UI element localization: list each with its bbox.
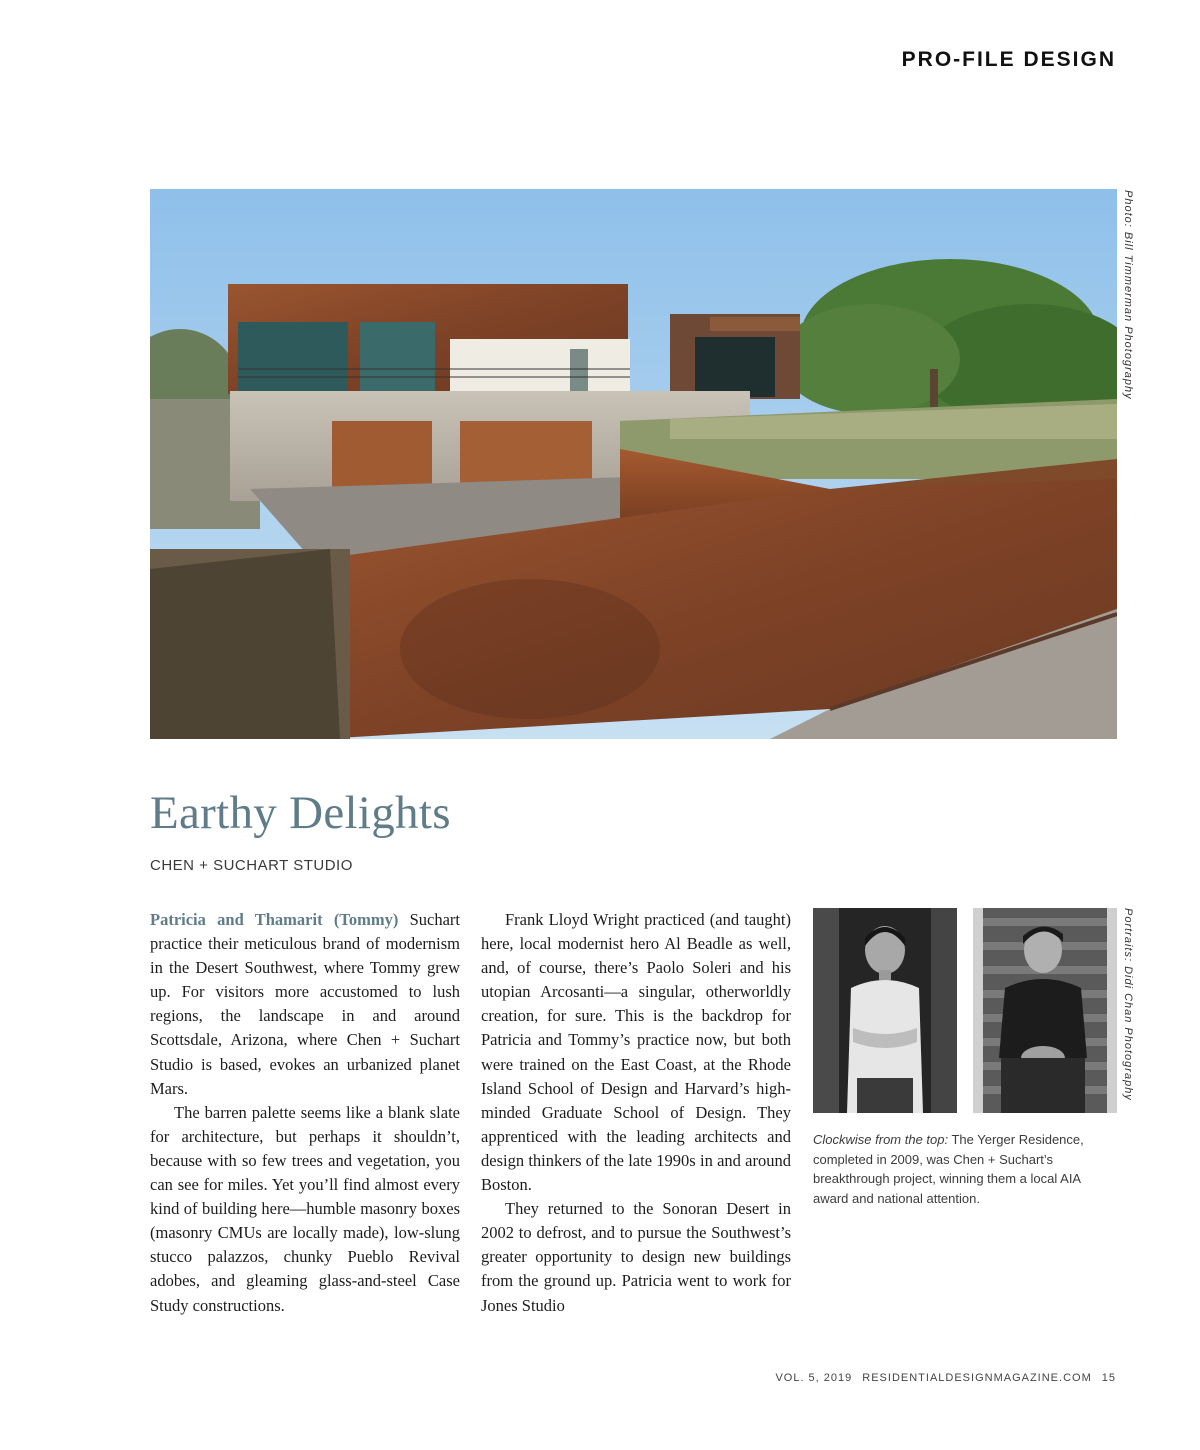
hero-photo bbox=[150, 189, 1117, 739]
portrait-tommy bbox=[973, 908, 1117, 1113]
section-label: PRO-FILE DESIGN bbox=[901, 48, 1116, 71]
caption-text: The Yerger Residence, completed in 2009, was Chen + Suchart’s breakthrough project, winning them a local AIA award and national attention. bbox=[813, 1132, 1084, 1206]
footer-volume: VOL. 5, 2019 bbox=[775, 1372, 853, 1384]
page-footer bbox=[765, 1372, 1116, 1384]
house-illustration bbox=[150, 189, 1117, 739]
portrait-woman-image bbox=[813, 908, 957, 1113]
lead-in: Patricia and Thamarit (Tommy) bbox=[150, 910, 399, 929]
paragraph: They returned to the Sonoran Desert in 2002 to defrost, and to pursue the Southwest’s greater opportunity to design new buildings from the ground up. Patricia went to work for Jones Studio bbox=[481, 1199, 791, 1315]
page-number: 15 bbox=[1101, 1372, 1116, 1384]
footer-site: RESIDENTIALDESIGNMAGAZINE.COM bbox=[862, 1372, 1092, 1384]
article-subtitle: CHEN + SUCHART STUDIO bbox=[150, 857, 353, 874]
paragraph-text: Suchart practice their meticulous brand of modernism in the Desert Southwest, where Tommy grew up. For visitors more accustomed to lush regions, the landscape in and around Scottsdale, Arizona, where Chen + Suchart Studio is based, evokes an urbanized planet Mars. bbox=[150, 910, 460, 1098]
portraits-credit: Portraits: Didi Chan Photography bbox=[1122, 908, 1134, 1101]
portrait-patricia bbox=[813, 908, 957, 1113]
photo-credit: Photo: Bill Timmerman Photography bbox=[1122, 190, 1134, 400]
article-title: Earthy Delights bbox=[150, 787, 451, 839]
body-column-2 bbox=[481, 908, 791, 1318]
paragraph: The barren palette seems like a blank slate for architecture, but perhaps it shouldn’t, because with so few trees and vegetation, you can see for miles. Yet you’ll find almost every kind of building here—humble masonry boxes (masonry CMUs are locally made), low-slung stucco palazzos, chunky Pueblo Revival adobes, and gleaming glass-and-steel Case Study constructions. bbox=[150, 1102, 460, 1315]
paragraph bbox=[150, 908, 460, 1101]
photo-caption bbox=[813, 1130, 1113, 1208]
body-column-1 bbox=[150, 908, 460, 1318]
portrait-man-image bbox=[973, 908, 1117, 1113]
caption-lead: Clockwise from the top: bbox=[813, 1132, 949, 1147]
paragraph: Frank Lloyd Wright practiced (and taught) here, local modernist hero Al Beadle as well, and, of course, there’s Paolo Soleri and his utopian Arcosanti—a singular, otherworldly creation, for sure. This is the backdrop for Patricia and Tommy’s practice now, but both were trained on the East Coast, at the Rhode Island School of Design and Harvard’s high-minded Graduate School of Design. They apprenticed with the leading architects and design thinkers of the late 1990s in and around Boston. bbox=[481, 910, 791, 1195]
